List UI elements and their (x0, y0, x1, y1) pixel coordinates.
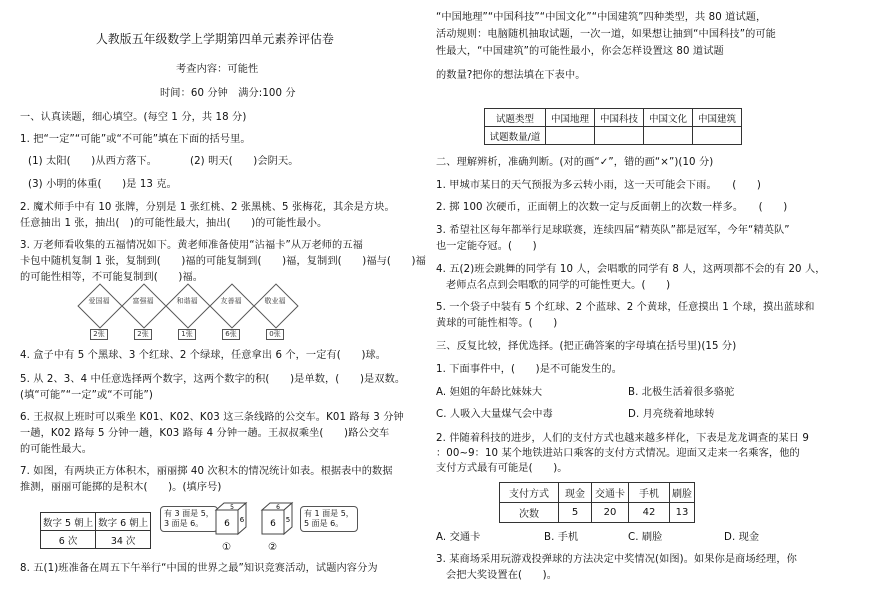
table-header: 支付方式 (500, 483, 559, 503)
fu-card-count: 1张 (178, 329, 196, 340)
choice-option: B. 北极生活着很多骆驼 (628, 387, 735, 398)
table-header: 现金 (559, 483, 592, 503)
choice-option: D. 现金 (724, 532, 760, 543)
choice-option: C. 人吸入大量煤气会中毒 (436, 409, 553, 420)
table-header: 交通卡 (592, 483, 629, 503)
cube-face-label: 6 (276, 504, 280, 511)
table-header: 数字 5 朝上 (41, 513, 96, 531)
choice-option: A. 交通卡 (436, 532, 481, 543)
fu-card-name: 爱国福 (88, 297, 110, 305)
question-3-line-2: 卡包中随机复制 1 张，复制到( )福的可能复制到( )福，复制到( )福与( )福 (20, 256, 426, 267)
fu-card-count: 0张 (266, 329, 284, 340)
table-header: 中国科技 (595, 109, 644, 127)
choice-option: C. 刷脸 (628, 532, 663, 543)
table-row (500, 483, 695, 503)
bubble-text: 5 面是 6。 (304, 519, 344, 528)
cube-face-label: 6 (270, 519, 276, 529)
fu-card-count: 2张 (90, 329, 108, 340)
choice-question-1: 1. 下面事件中，( )是不可能发生的。 (436, 364, 623, 375)
cube-icon (212, 500, 252, 540)
table-row (485, 127, 742, 145)
question-1b: (2) 明天( )会阴天。 (190, 156, 299, 167)
choice-question-3-line-1: 3. 某商场采用玩游戏投弹球的方法决定中奖情况(如图)。如果你是商场经理，你 (436, 554, 797, 565)
table-header: 中国文化 (644, 109, 693, 127)
answer-cell[interactable] (693, 127, 742, 145)
speech-bubble (160, 506, 218, 532)
judge-question-1: 1. 甲城市某日的天气预报为多云转小雨，这一天可能会下雨。 ( ) (436, 180, 761, 191)
question-6-line-2: 一趟，K02 路每 5 分钟一趟，K03 路每 4 分钟一趟。王叔叔乘坐( )路公交车 (20, 428, 390, 439)
fu-card-name: 友善福 (220, 297, 242, 305)
question-6-line-1: 6. 王叔叔上班时可以乘坐 K01、K02、K03 这三条线路的公交车。K01 路每 3 分钟 (20, 412, 404, 423)
question-8-line-4: 的数量?把你的想法填在下表中。 (436, 70, 586, 81)
question-1c: (3) 小明的体重( )是 13 克。 (28, 179, 177, 190)
question-4: 4. 盒子中有 5 个黑球、3 个红球、2 个绿球，任意拿出 6 个，一定有( )球。 (20, 350, 387, 361)
cube-label: ② (268, 542, 278, 553)
question-8-line-1: “中国地理”“中国科技”“中国文化”“中国建筑”四种类型，共 80 道试题， (436, 12, 767, 23)
speech-bubble (300, 506, 358, 532)
payment-method-table (499, 482, 695, 523)
bubble-text: 有 1 面是 5， (304, 509, 354, 518)
cube-face-label: 5 (285, 516, 291, 524)
question-3-line-1: 3. 万老师看收集的五福情况如下。黄老师准备使用“沾福卡”从万老师的五福 (20, 240, 363, 251)
judge-question-4-line-2: 老师点名点到会唱歌的同学的可能性更大。( ) (446, 280, 671, 291)
judge-question-4-line-1: 4. 五(2)班会跳舞的同学有 10 人，会唱歌的同学有 8 人，这两项都不会的有 20 人， (436, 264, 826, 275)
choice-question-2-line-2: ：00~9：10 某个地铁进站口乘客的支付方式情况。迎面又走来一名乘客，他的 (436, 448, 800, 459)
question-5-line-1: 5. 从 2、3、4 中任意选择两个数字，这两个数字的积( )是单数，( )是双数。 (20, 374, 406, 385)
question-2-line-2: 任意抽出 1 张，抽出( )的可能性最大，抽出( )的可能性最小。 (20, 218, 328, 229)
cube-label: ① (222, 542, 232, 553)
exam-time-info: 时间：60 分钟 满分:100 分 (160, 88, 296, 99)
table-cell: 5 (559, 503, 592, 523)
table-header: 数字 6 朝上 (96, 513, 151, 531)
question-6-line-3: 的可能性最大。 (20, 444, 93, 455)
table-header: 中国地理 (546, 109, 595, 127)
choice-option: D. 月亮绕着地球转 (628, 409, 715, 420)
dice-stats-table (40, 512, 151, 549)
fu-card-name: 富强福 (132, 297, 154, 305)
table-header: 刷脸 (670, 483, 695, 503)
question-2-line-1: 2. 魔术师手中有 10 张牌，分别是 1 张红桃、2 张黑桃、5 张梅花，其余是方块。 (20, 202, 395, 213)
table-row (41, 513, 151, 531)
bubble-text: 3 面是 6。 (164, 519, 204, 528)
table-cell: 34 次 (96, 531, 151, 549)
choice-option: B. 手机 (544, 532, 579, 543)
exam-subtitle: 考查内容：可能性 (176, 64, 259, 75)
fu-card-count: 6张 (222, 329, 240, 340)
question-7-line-1: 7. 如图，有两块正方体积木，丽丽掷 40 次积木的情况统计如表。根据表中的数据 (20, 466, 393, 477)
section-3-heading: 三、反复比较，择优选择。(把正确答案的字母填在括号里)(15 分) (436, 341, 737, 352)
table-row (485, 109, 742, 127)
cube-face-label: 6 (239, 516, 245, 524)
fu-card-name: 和谐福 (176, 297, 198, 305)
judge-question-5-line-2: 黄球的可能性相等。( ) (436, 318, 558, 329)
choice-option: A. 妲姐的年龄比妹妹大 (436, 387, 543, 398)
cube-face-label: 5 (230, 504, 234, 511)
section-1-heading: 一、认真读题，细心填空。(每空 1 分，共 18 分) (20, 112, 247, 123)
table-header: 试题类型 (485, 109, 546, 127)
answer-cell[interactable] (644, 127, 693, 145)
table-cell: 13 (670, 503, 695, 523)
table-cell: 20 (592, 503, 629, 523)
question-8-line-2: 活动规则：电脑随机抽取试题，一次一道，如果想让抽到“中国科技”的可能 (436, 29, 776, 40)
cube-icon (258, 500, 298, 540)
fu-card-count: 2张 (134, 329, 152, 340)
exam-title: 人教版五年级数学上学期第四单元素养评估卷 (96, 32, 334, 46)
judge-question-5-line-1: 5. 一个袋子中装有 5 个红球、2 个蓝球、2 个黄球，任意摸出 1 个球，摸出蓝球和 (436, 302, 815, 313)
question-3-line-3: 的可能性相等，不可能复制到( )福。 (20, 272, 204, 283)
question-1: 1. 把“一定”“可能”或“不可能”填在下面的括号里。 (20, 134, 251, 145)
table-cell: 6 次 (41, 531, 96, 549)
choice-question-3-line-2: 会把大奖设置在( )。 (446, 570, 558, 581)
choice-question-2-line-1: 2. 伴随着科技的进步，人们的支付方式也越来越多样化，下表是龙龙调查的某日 9 (436, 433, 809, 444)
table-row-label: 次数 (500, 503, 559, 523)
question-5-line-2: (填“可能”“一定”或“不可能”) (20, 390, 154, 401)
question-type-table (484, 108, 742, 145)
question-8-line-3: 性最大，“中国建筑”的可能性最小，你会怎样设置这 80 道试题 (436, 46, 724, 57)
fu-card-name: 敬业福 (264, 297, 286, 305)
judge-question-3-line-1: 3. 希望社区每年都举行足球联赛，连续四届“精英队”都是冠军，今年“精英队” (436, 225, 790, 236)
table-row (41, 531, 151, 549)
table-row-label: 试题数量/道 (485, 127, 546, 145)
answer-cell[interactable] (595, 127, 644, 145)
question-8: 8. 五(1)班准备在周五下午举行“中国的世界之最”知识竞赛活动，试题内容分为 (20, 563, 378, 574)
table-header: 手机 (629, 483, 670, 503)
choice-question-2-line-3: 支付方式最有可能是( )。 (436, 463, 568, 474)
table-row (500, 503, 695, 523)
table-cell: 42 (629, 503, 670, 523)
judge-question-2: 2. 掷 100 次硬币，正面朝上的次数一定与反面朝上的次数一样多。 ( ) (436, 202, 788, 213)
question-1a: (1) 太阳( )从西方落下。 (28, 156, 158, 167)
cube-face-label: 6 (224, 519, 230, 529)
answer-cell[interactable] (546, 127, 595, 145)
section-2-heading: 二、理解辨析，准确判断。(对的画“✓”，错的画“×”)(10 分) (436, 157, 714, 168)
bubble-text: 有 3 面是 5， (164, 509, 214, 518)
question-7-line-2: 推测，丽丽可能掷的是积木( )。(填序号) (20, 482, 222, 493)
table-header: 中国建筑 (693, 109, 742, 127)
judge-question-3-line-2: 也一定能夺冠。( ) (436, 241, 537, 252)
